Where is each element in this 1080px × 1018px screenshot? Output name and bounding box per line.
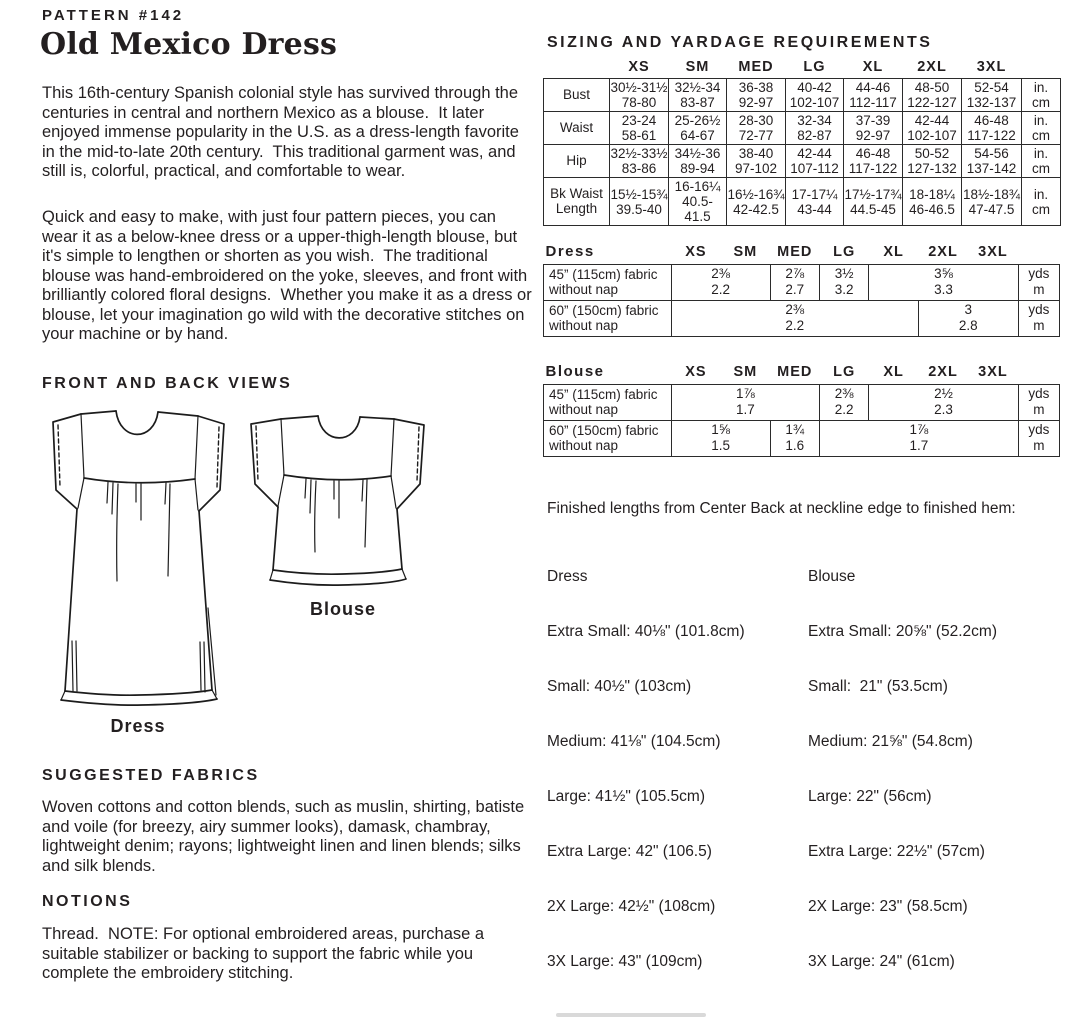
pattern-number: PATTERN #142 xyxy=(42,7,185,24)
size-header-spacer xyxy=(544,60,610,79)
finished-lengths-blouse xyxy=(808,531,997,989)
finished-length-line: Extra Large: 42" (106.5) xyxy=(547,843,712,861)
suggested-fabrics-heading: SUGGESTED FABRICS xyxy=(42,767,260,784)
sizing-row-hip xyxy=(544,145,1061,178)
cutoff-text-top-edge xyxy=(556,1013,706,1017)
measure-cell: 34½-36 89-94 xyxy=(669,145,727,178)
intro-paragraph-1: This 16th-century Spanish colonial style has survived through the centuries in central and northern Mexico as a blouse. It later enjoyed immense popularity in the U.S. as a dress-length favorite in the mid-to-late 20th century. This traditional garment was, and still is, colorful, practical, and comfortable to wear. xyxy=(42,84,524,180)
size-header-spacer xyxy=(1022,60,1061,79)
yardage-cell: 2½ 2.3 xyxy=(869,384,1018,420)
measure-cell: 32-34 82-87 xyxy=(786,112,844,145)
measure-cell: 36-38 92-97 xyxy=(727,79,786,112)
finished-lengths-intro: Finished lengths from Center Back at neckline edge to finished hem: xyxy=(547,500,1016,517)
size-col-header: 3XL xyxy=(978,364,1008,380)
finished-length-line: Medium: 21⅝" (54.8cm) xyxy=(808,733,973,751)
yardage-table-title: Blouse xyxy=(545,364,605,380)
measure-cell: 40-42 102-107 xyxy=(786,79,844,112)
size-col-header: 3XL xyxy=(976,60,1007,75)
finished-length-line: Small: 21" (53.5cm) xyxy=(808,678,948,696)
unit-cell: yds m xyxy=(1018,420,1059,456)
intro-paragraph-2: Quick and easy to make, with just four pattern pieces, you can wear it as a below-knee dress or a upper-thigh-length blouse, but it's simple to lengthen or shorten as you wish. The traditional blouse was hand-embroidered on the yoke, sleeves, and front with brilliantly colored floral designs. Whether you make it as a dress or blouse, let your imagination go wild with the decorative stitches on your machine or by hand. xyxy=(42,208,537,343)
finished-length-line: 3X Large: 43" (109cm) xyxy=(547,952,703,970)
measure-cell: 17½-17¾ 44.5-45 xyxy=(844,178,903,226)
finished-length-line: Small: 40½" (103cm) xyxy=(547,678,692,696)
dress-view-label: Dress xyxy=(110,716,166,736)
yardage-cell: 2⅜ 2.2 xyxy=(819,384,868,420)
size-col-header: 2XL xyxy=(917,60,947,75)
measure-cell: 16-16¼ 40.5-41.5 xyxy=(669,178,727,226)
yardage-cell: 3⅝ 3.3 xyxy=(869,264,1018,300)
finished-length-line: Medium: 41⅛" (104.5cm) xyxy=(547,733,721,751)
sizing-heading: SIZING AND YARDAGE REQUIREMENTS xyxy=(547,34,933,51)
unit-cell: in. cm xyxy=(1022,178,1061,226)
fabric-width-label: 60” (150cm) fabric without nap xyxy=(544,300,672,336)
blouse-sleeves xyxy=(251,419,424,509)
size-col-header: LG xyxy=(803,60,826,75)
size-col-header: MED xyxy=(777,244,813,260)
size-col-header: MED xyxy=(777,364,813,380)
sizing-row-bust xyxy=(544,79,1061,112)
measure-cell: 23-24 58-61 xyxy=(610,112,669,145)
measure-cell: 17-17¼ 43-44 xyxy=(786,178,844,226)
blouse-body xyxy=(270,507,406,585)
size-col-header: XL xyxy=(862,60,884,75)
unit-cell: in. cm xyxy=(1022,79,1061,112)
unit-cell: in. cm xyxy=(1022,112,1061,145)
yardage-cell: 3½ 3.2 xyxy=(819,264,868,300)
unit-cell: in. cm xyxy=(1022,145,1061,178)
finished-length-line: Extra Large: 22½" (57cm) xyxy=(808,843,985,861)
size-col-header: XL xyxy=(883,244,904,260)
finished-length-line: Extra Small: 40⅛" (101.8cm) xyxy=(547,623,745,641)
yardage-table-title: Dress xyxy=(545,244,595,260)
yardage-cell: 1⅞ 1.7 xyxy=(819,420,1018,456)
sizing-row-back-waist-length xyxy=(544,178,1061,226)
blouse-yoke-and-neckline xyxy=(278,416,396,508)
blouse-yardage-table xyxy=(543,364,1060,457)
measure-cell: 18½-18¾ 47-47.5 xyxy=(962,178,1022,226)
measure-cell: 28-30 72-77 xyxy=(727,112,786,145)
yardage-cell: 2⅜ 2.2 xyxy=(671,264,770,300)
measure-cell: 38-40 97-102 xyxy=(727,145,786,178)
row-label: Waist xyxy=(544,112,610,145)
yardage-row-60 xyxy=(544,420,1060,456)
size-col-header: XL xyxy=(883,364,904,380)
yardage-row-60 xyxy=(544,300,1060,336)
measure-cell: 37-39 92-97 xyxy=(844,112,903,145)
measure-cell: 15½-15¾ 39.5-40 xyxy=(610,178,669,226)
sizing-row-waist xyxy=(544,112,1061,145)
measure-cell: 50-52 127-132 xyxy=(903,145,962,178)
measure-cell: 52-54 132-137 xyxy=(962,79,1022,112)
yardage-header-row xyxy=(544,364,1060,384)
dress-body xyxy=(61,509,217,705)
size-col-header: SM xyxy=(733,364,758,380)
size-col-header: XS xyxy=(628,60,650,75)
yardage-cell: 3 2.8 xyxy=(918,300,1018,336)
size-col-header: SM xyxy=(685,60,710,75)
unit-cell: yds m xyxy=(1018,300,1059,336)
size-col-header: 3XL xyxy=(978,244,1008,260)
yardage-row-45 xyxy=(544,264,1060,300)
fabric-width-label: 60” (150cm) fabric without nap xyxy=(544,420,672,456)
unit-cell: yds m xyxy=(1018,264,1059,300)
dress-yoke-and-neckline xyxy=(78,411,198,510)
size-col-header: LG xyxy=(833,364,856,380)
size-col-header: XS xyxy=(685,364,707,380)
finished-blouse-title: Blouse xyxy=(808,567,856,585)
measure-cell: 44-46 112-117 xyxy=(844,79,903,112)
yardage-cell: 1¾ 1.6 xyxy=(770,420,819,456)
notions-body: Thread. NOTE: For optional embroidered areas, purchase a suitable stabilizer or backing to support the fabric while you complete the embroidery stitching. xyxy=(42,925,489,982)
size-col-header: LG xyxy=(833,244,856,260)
blouse-line-drawing xyxy=(248,414,438,596)
measure-cell: 48-50 122-127 xyxy=(903,79,962,112)
suggested-fabrics-body: Woven cottons and cotton blends, such as muslin, shirting, batiste and voile (for breezy, airy summer looks), damask, chambray, lightweight denim; rayons; lightweight linen and linen blends; silks and silk blends. xyxy=(42,798,529,875)
fabric-width-label: 45” (115cm) fabric without nap xyxy=(544,384,672,420)
size-header-spacer xyxy=(1018,364,1059,384)
measure-cell: 18-18¼ 46-46.5 xyxy=(903,178,962,226)
finished-dress-title: Dress xyxy=(547,567,588,585)
finished-length-line: 2X Large: 42½" (108cm) xyxy=(547,897,716,915)
yardage-cell: 2⅜ 2.2 xyxy=(671,300,918,336)
finished-length-line: 3X Large: 24" (61cm) xyxy=(808,952,955,970)
yardage-row-45 xyxy=(544,384,1060,420)
size-header-spacer xyxy=(1018,244,1059,264)
dress-yardage-table xyxy=(543,244,1060,337)
blouse-view-label: Blouse xyxy=(309,599,376,619)
size-col-header: 2XL xyxy=(928,364,958,380)
measure-cell: 16½-16¾ 42-42.5 xyxy=(727,178,786,226)
size-col-header: 2XL xyxy=(928,244,958,260)
measure-cell: 32½-33½ 83-86 xyxy=(610,146,668,176)
measure-cell: 54-56 137-142 xyxy=(962,145,1022,178)
measure-cell: 42-44 102-107 xyxy=(903,112,962,145)
front-back-views-heading: FRONT AND BACK VIEWS xyxy=(42,375,293,392)
measure-cell: 32½-34 83-87 xyxy=(669,79,727,112)
yardage-cell: 1⅞ 1.7 xyxy=(671,384,819,420)
finished-length-line: 2X Large: 23" (58.5cm) xyxy=(808,897,968,915)
measure-cell: 42-44 107-112 xyxy=(786,145,844,178)
finished-length-line: Extra Small: 20⅝" (52.2cm) xyxy=(808,623,997,641)
size-col-header: SM xyxy=(733,244,758,260)
yardage-header-row xyxy=(544,244,1060,264)
size-header-row xyxy=(544,60,1061,79)
sizing-table xyxy=(543,60,1061,226)
measure-cell: 46-48 117-122 xyxy=(962,112,1022,145)
row-label: Bk Waist Length xyxy=(544,178,610,226)
dress-sleeves xyxy=(53,414,224,511)
dress-line-drawing xyxy=(48,408,228,710)
measure-cell: 46-48 117-122 xyxy=(844,145,903,178)
yardage-cell: 1⅝ 1.5 xyxy=(671,420,770,456)
dress-gathers xyxy=(107,482,170,581)
notions-heading: NOTIONS xyxy=(42,893,133,910)
size-col-header: XS xyxy=(685,244,707,260)
finished-lengths-dress xyxy=(547,531,745,989)
page-title: Old Mexico Dress xyxy=(40,27,338,62)
row-label: Hip xyxy=(544,145,610,178)
finished-length-line: Large: 41½" (105.5cm) xyxy=(547,788,706,806)
size-col-header: MED xyxy=(738,60,774,75)
measure-cell: 25-26½ 64-67 xyxy=(669,112,727,145)
unit-cell: yds m xyxy=(1018,384,1059,420)
measure-cell: 30½-31½ 78-80 xyxy=(610,80,668,110)
fabric-width-label: 45” (115cm) fabric without nap xyxy=(544,264,672,300)
row-label: Bust xyxy=(544,79,610,112)
yardage-cell: 2⅞ 2.7 xyxy=(770,264,819,300)
blouse-gathers xyxy=(305,479,367,552)
finished-length-line: Large: 22" (56cm) xyxy=(808,788,932,806)
